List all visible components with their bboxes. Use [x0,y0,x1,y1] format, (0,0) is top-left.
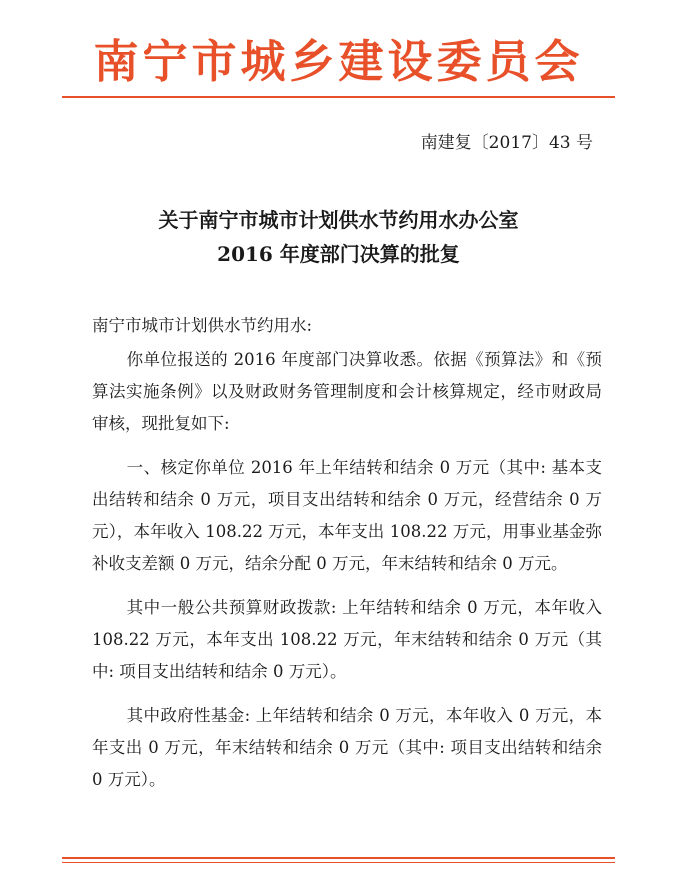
salutation: 南宁市城市计划供水节约用水: [92,316,313,335]
paragraph-government-fund: 其中政府性基金: 上年结转和结余 0 万元，本年收入 0 万元，本年支出 0 万元，年末结转和结余 0 万元（其中: 项目支出结转和结余 0 万元）。 [92,706,602,789]
document-number: 南建复〔2017〕43 号 [420,133,593,153]
title-line-2: 2016 年度部门决算的批复 [217,242,460,266]
footer-red-rule-thin [62,862,615,863]
document-title [0,203,677,271]
masthead-red-rule [62,96,615,98]
masthead-title: 南宁市城乡建设委员会 [93,35,584,88]
document-body [92,310,602,808]
paragraph-item-1: 一、核定你单位 2016 年上年结转和结余 0 万元（其中: 基本支出结转和结余 0 万元，项目支出结转和结余 0 万元，经营结余 0 万元），本年收入 108.22 万元，本年支出 108.22 万元，用事业基金弥补收支差额 0 万元，结余分配 0 万元，年末结转和结余 0 万元。 [92,458,602,573]
title-line-1: 关于南宁市城市计划供水节约用水办公室 [158,208,519,232]
paragraph-intro: 你单位报送的 2016 年度部门决算收悉。依据《预算法》和《预算法实施条例》以及财政财务管理制度和会计核算规定，经市财政局审核，现批复如下: [92,350,602,433]
footer-red-rule-thick [62,857,615,859]
paragraph-general-budget: 其中一般公共预算财政拨款: 上年结转和结余 0 万元，本年收入 108.22 万元，本年支出 108.22 万元，年末结转和结余 0 万元（其中: 项目支出结转和结余 0 万元）。 [92,598,602,681]
